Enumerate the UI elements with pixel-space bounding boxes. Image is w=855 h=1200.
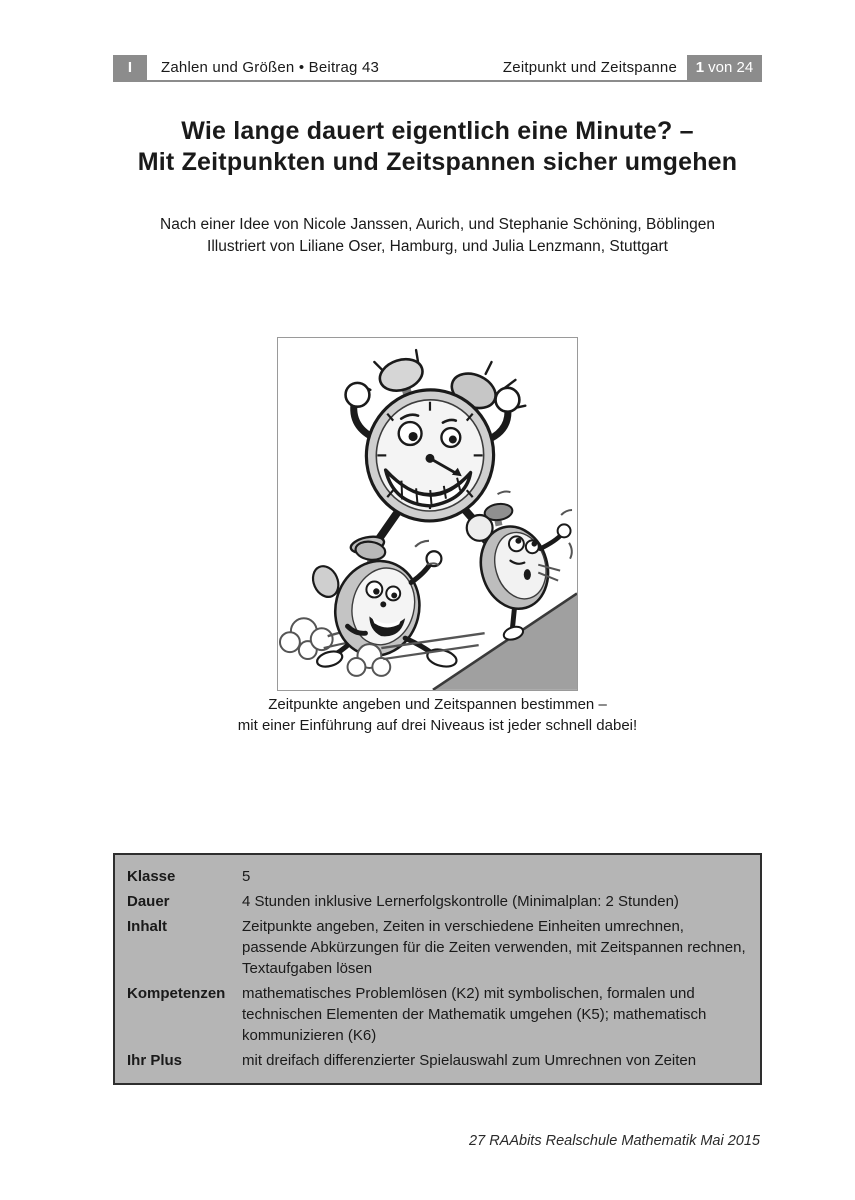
table-row-label: Ihr Plus	[127, 1052, 183, 1069]
table-row-value: Zeitpunkte angeben, Zeiten in verschiedene Einheiten umrechnen, passende Abkürzungen für die Zeiten verwenden, mit Zeitspannen rechnen, Textaufgaben lösen	[242, 918, 746, 977]
table-row	[127, 916, 750, 979]
page-title-line2: Mit Zeitpunkten und Zeitspannen sicher umgehen	[137, 148, 738, 176]
header-spacer	[379, 55, 503, 80]
table-row	[127, 983, 750, 1046]
table-row-label: Kompetenzen	[127, 985, 226, 1002]
table-row-label: Dauer	[127, 893, 170, 910]
table-row-value: 5	[242, 868, 251, 885]
page-header	[113, 55, 762, 82]
header-topic-text: Zeitpunkt und Zeitspanne	[502, 59, 677, 76]
page-number-badge	[687, 55, 762, 80]
table-row-label: Klasse	[127, 868, 176, 885]
table-row-label: Inhalt	[127, 918, 167, 935]
figure-caption	[113, 694, 762, 736]
byline	[113, 214, 762, 258]
byline-line2: Illustriert von Liliane Oser, Hamburg, und Julia Lenzmann, Stuttgart	[207, 238, 668, 255]
table-row-value: mathematisches Problemlösen (K2) mit symbolischen, formalen und technischen Elementen der Mathematik umgehen (K5); mathematisch kommunizieren (K6)	[242, 985, 707, 1044]
hill-slope	[433, 593, 577, 689]
page-number-suffix: von 24	[708, 59, 754, 76]
table-row-value: mit dreifach differenzierter Spielauswahl zum Umrechnen von Zeiten	[242, 1052, 697, 1069]
section-letter-badge: I	[113, 55, 147, 80]
info-table	[113, 853, 762, 1085]
figure-box	[277, 337, 578, 691]
table-row	[127, 891, 750, 912]
alarm-clocks-illustration	[278, 338, 577, 690]
table-row	[127, 1050, 750, 1071]
header-series-text: Zahlen und Größen • Beitrag 43	[161, 59, 380, 76]
figure-caption-line2: mit einer Einführung auf drei Niveaus ist jeder schnell dabei!	[237, 717, 638, 734]
footer-imprint: 27 RAAbits Realschule Mathematik Mai 2015	[469, 1133, 760, 1149]
figure-caption-line1: Zeitpunkte angeben und Zeitspannen bestimmen –	[268, 696, 607, 713]
byline-line1: Nach einer Idee von Nicole Janssen, Aurich, und Stephanie Schöning, Böblingen	[160, 216, 715, 233]
page-number-current: 1	[695, 59, 705, 76]
page-title	[103, 116, 772, 178]
table-row-value: 4 Stunden inklusive Lernerfolgskontrolle (Minimalplan: 2 Stunden)	[242, 893, 679, 910]
page-title-line1: Wie lange dauert eigentlich eine Minute? –	[181, 117, 694, 145]
table-row	[127, 866, 750, 887]
